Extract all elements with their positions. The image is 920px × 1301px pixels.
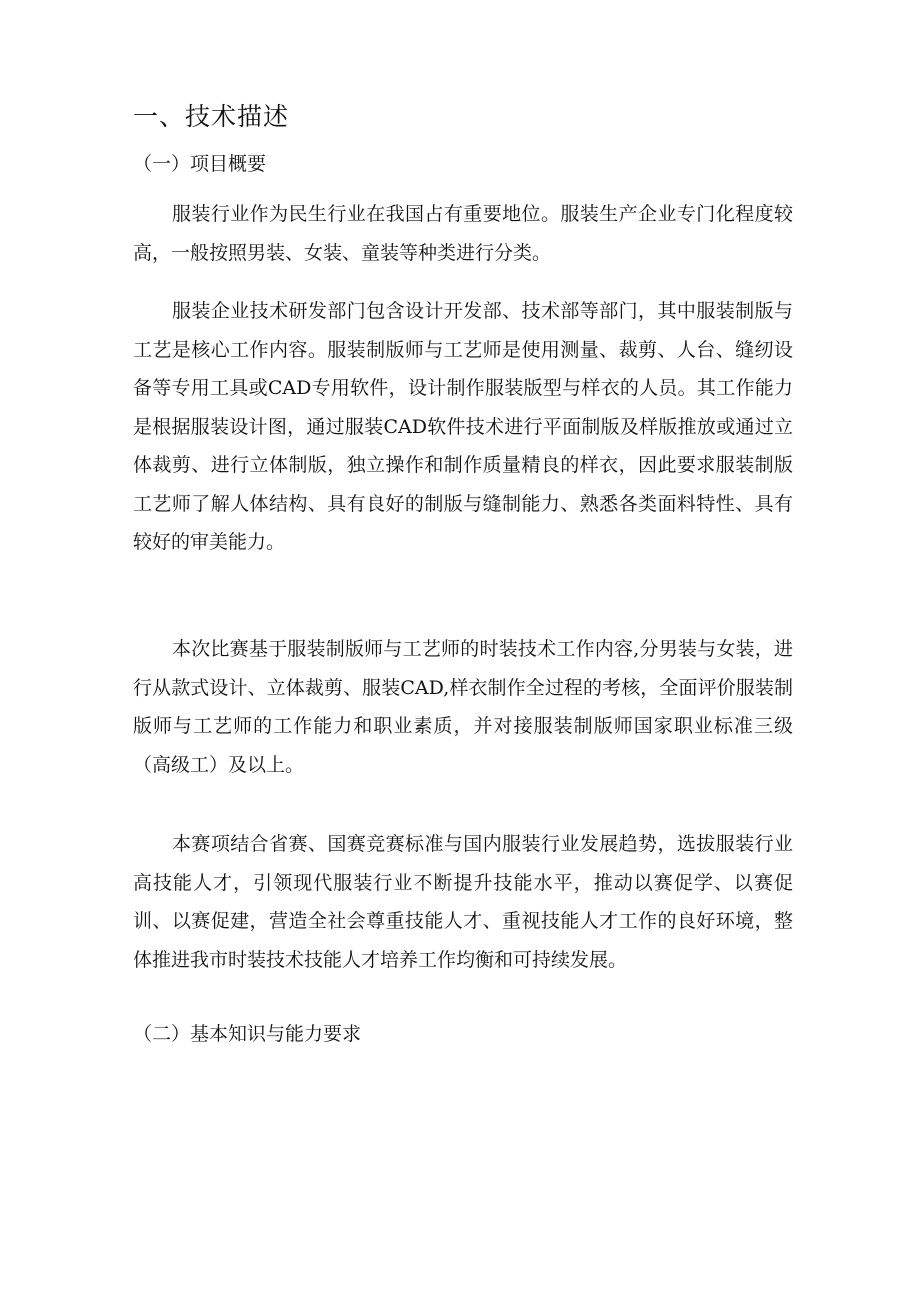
subsection-title-overview: （一）项目概要 xyxy=(133,153,267,175)
paragraph: 本次比赛基于服装制版师与工艺师的时装技术工作内容,分男装与女装，进行从款式设计、立体裁剪、服装CAD,样衣制作全过程的考核，全面评价服装制版师与工艺师的工作能力和职业素质，并对接服装制版师国家职业标准三级（高级工）及以上。 xyxy=(133,638,793,776)
subsection-title-requirements: （二）基本知识与能力要求 xyxy=(133,1023,362,1045)
paragraph: 服装企业技术研发部门包含设计开发部、技术部等部门，其中服装制版与工艺是核心工作内容。服装制版师与工艺师是使用测量、裁剪、人台、缝纫设备等专用工具或CAD专用软件，设计制作服装版型与样衣的人员。其工作能力是根据服装设计图，通过服装CAD软件技术进行平面制版及样版推放或通过立体裁剪、进行立体制版，独立操作和制作质量精良的样衣，因此要求服装制版工艺师了解人体结构、具有良好的制版与缝制能力、熟悉各类面料特性、具有较好的审美能力。 xyxy=(133,300,793,553)
paragraph: 服装行业作为民生行业在我国占有重要地位。服装生产企业专门化程度较高，一般按照男装、女装、童装等种类进行分类。 xyxy=(133,203,793,264)
paragraph: 本赛项结合省赛、国赛竞赛标准与国内服装行业发展趋势，选拔服装行业高技能人才，引领现代服装行业不断提升技能水平，推动以赛促学、以赛促训、以赛促建，营造全社会尊重技能人才、重视技能人才工作的良好环境，整体推进我市时装技术技能人才培养工作均衡和可持续发展。 xyxy=(133,833,793,971)
section-heading: 一、技术描述 xyxy=(133,102,290,131)
